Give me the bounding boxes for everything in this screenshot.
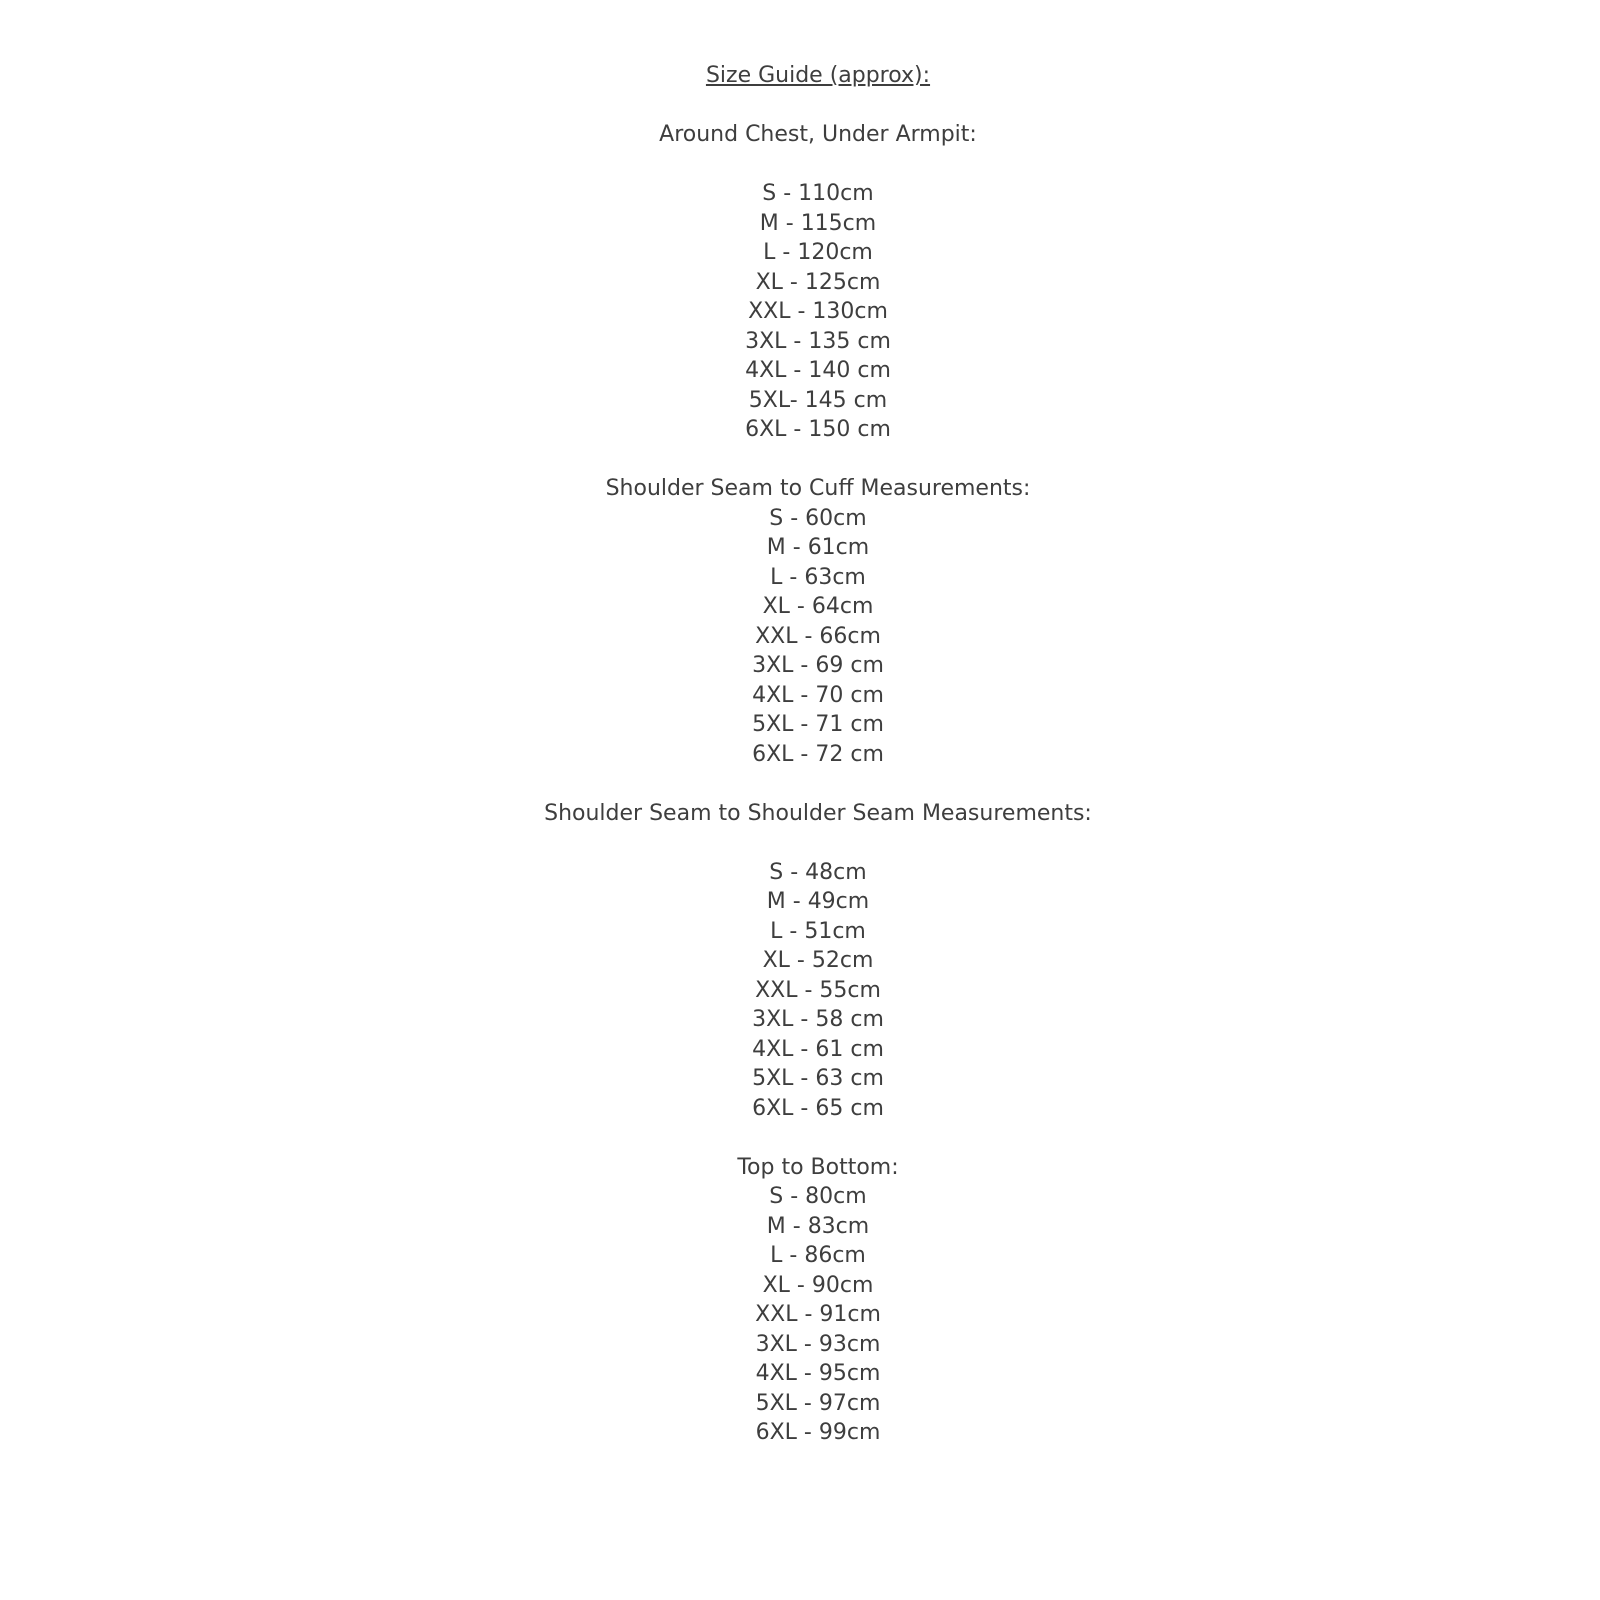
section-heading: Shoulder Seam to Shoulder Seam Measurements: bbox=[544, 800, 1092, 826]
size-guide-title: Size Guide (approx): bbox=[705, 63, 931, 88]
size-measurement-line: L - 86cm bbox=[770, 1243, 866, 1268]
size-measurement-line: S - 110cm bbox=[762, 181, 874, 206]
size-measurement-line: 6XL - 65 cm bbox=[752, 1095, 884, 1121]
size-measurement-line: XXL - 55cm bbox=[755, 977, 881, 1003]
size-measurement-line: XL - 52cm bbox=[762, 948, 874, 973]
size-guide-sections bbox=[18, 120, 1600, 1448]
size-measurement-line: 5XL - 97cm bbox=[755, 1390, 881, 1416]
section-heading: Around Chest, Under Armpit: bbox=[659, 122, 977, 147]
size-measurement-line: M - 83cm bbox=[766, 1213, 870, 1239]
size-measurement-line: 3XL - 69 cm bbox=[752, 653, 884, 678]
size-guide-document bbox=[18, 0, 1600, 1448]
section-heading: Top to Bottom: bbox=[737, 1154, 899, 1180]
size-measurement-line: 6XL - 72 cm bbox=[752, 741, 884, 767]
size-measurement-line: XXL - 66cm bbox=[755, 623, 881, 649]
size-measurement-line: 4XL - 61 cm bbox=[752, 1036, 884, 1062]
section-heading: Shoulder Seam to Cuff Measurements: bbox=[605, 476, 1031, 501]
measurement-section bbox=[18, 120, 1600, 445]
measurement-section bbox=[18, 1153, 1600, 1448]
size-measurement-line: 5XL - 71 cm bbox=[752, 712, 884, 737]
size-measurement-line: XL - 64cm bbox=[762, 594, 874, 619]
size-measurement-line: 5XL- 145 cm bbox=[748, 387, 888, 413]
size-measurement-line: S - 80cm bbox=[769, 1184, 867, 1209]
size-measurement-line: L - 63cm bbox=[770, 564, 866, 590]
size-measurement-line: XXL - 91cm bbox=[755, 1302, 881, 1327]
size-measurement-line: 6XL - 99cm bbox=[755, 1420, 881, 1445]
size-measurement-line: 6XL - 150 cm bbox=[745, 417, 891, 442]
size-measurement-line: S - 60cm bbox=[769, 505, 867, 531]
size-measurement-line: 3XL - 93cm bbox=[755, 1331, 881, 1357]
size-measurement-line: L - 120cm bbox=[763, 240, 873, 265]
size-measurement-line: XL - 125cm bbox=[755, 269, 881, 295]
size-measurement-line: 5XL - 63 cm bbox=[752, 1066, 884, 1091]
size-measurement-line: XL - 90cm bbox=[762, 1272, 874, 1298]
size-measurement-line: 4XL - 140 cm bbox=[745, 358, 891, 383]
measurement-section bbox=[18, 474, 1600, 769]
size-measurement-line: 3XL - 58 cm bbox=[752, 1007, 884, 1032]
size-measurement-line: M - 49cm bbox=[766, 889, 870, 914]
size-measurement-line: 3XL - 135 cm bbox=[745, 328, 891, 354]
size-measurement-line: S - 48cm bbox=[769, 859, 867, 885]
size-measurement-line: L - 51cm bbox=[770, 918, 866, 944]
size-measurement-line: 4XL - 70 cm bbox=[752, 682, 884, 708]
size-measurement-line: M - 61cm bbox=[766, 535, 870, 560]
measurement-section bbox=[18, 799, 1600, 1124]
size-measurement-line: 4XL - 95cm bbox=[755, 1361, 881, 1386]
size-measurement-line: XXL - 130cm bbox=[748, 299, 888, 324]
size-measurement-line: M - 115cm bbox=[759, 210, 877, 236]
